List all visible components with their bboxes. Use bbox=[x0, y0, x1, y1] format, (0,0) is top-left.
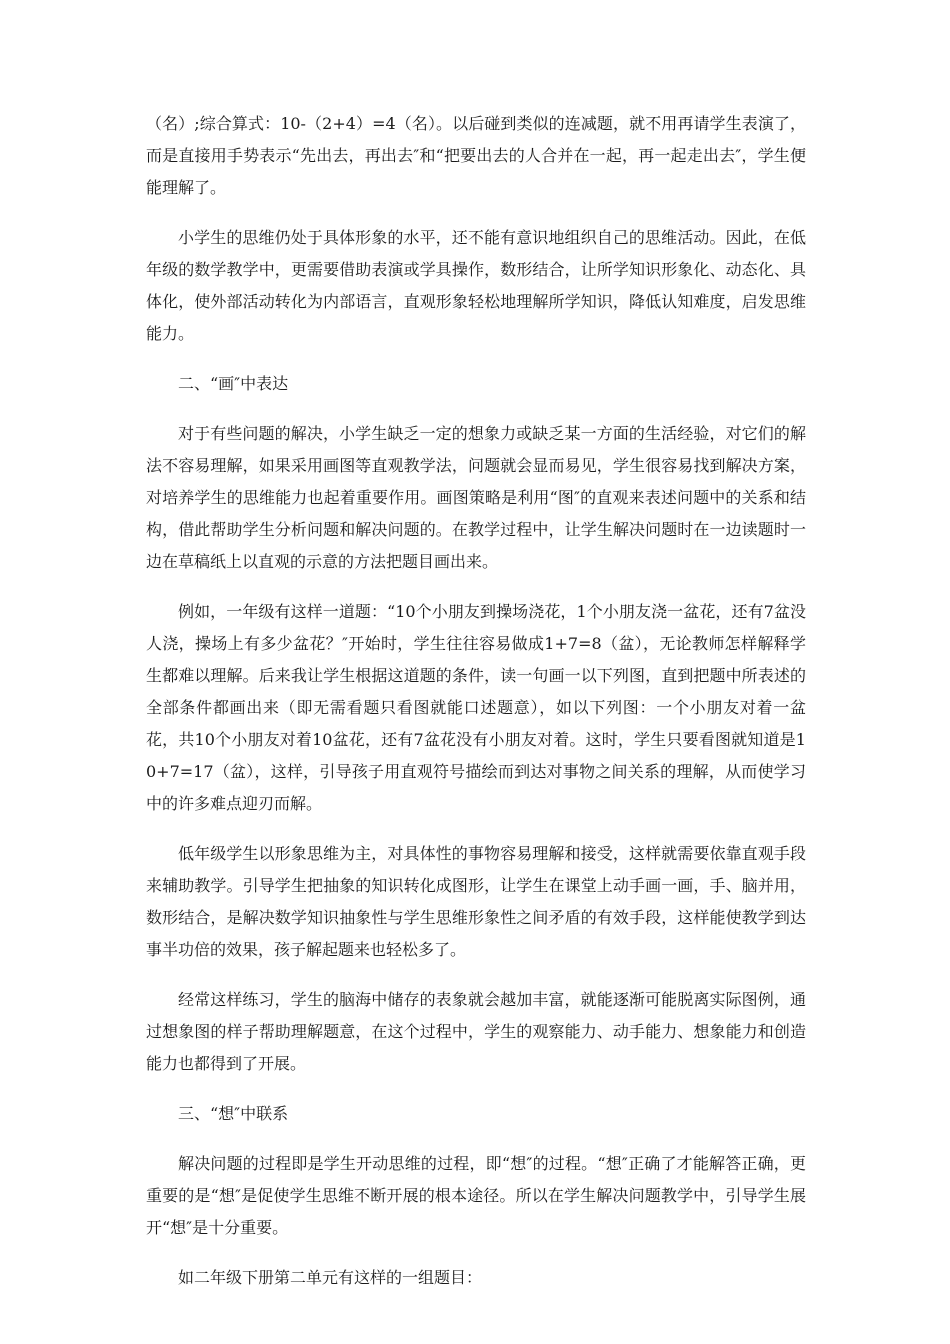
paragraph-example-flowers: 例如，一年级有这样一道题：“10个小朋友到操场浇花，1个小朋友浇一盆花，还有7盆没人浇，操场上有多少盆花？″开始时，学生往往容易做成1+7=8（盆），无论教师怎样解释学生都难以理解。后来我让学生根据这道题的条件，读一句画一以下列图，直到把题中所表述的全部条件都画出来（即无需看题只看图就能口述题意），如以下列图：一个小朋友对着一盆花，共10个小朋友对着10盆花，还有7盆花没有小朋友对着。这时，学生只要看图就知道是10+7=17（盆），这样，引导孩子用直观符号描绘而到达对事物之间关系的理解，从而使学习中的许多难点迎刃而解。 bbox=[146, 602, 806, 813]
document-body bbox=[146, 108, 806, 1312]
paragraph-continuation: （名）;综合算式：10-（2+4）=4（名）。以后碰到类似的连减题，就不用再请学生表演了，而是直接用手势表示“先出去，再出去″和“把要出去的人合并在一起，再一起走出去″，学生便能理解了。 bbox=[146, 114, 806, 197]
section-heading-draw: 二、“画″中表达 bbox=[178, 374, 289, 393]
paragraph-grade-two-example: 如二年级下册第二单元有这样的一组题目： bbox=[178, 1268, 483, 1287]
paragraph-problem-solving: 解决问题的过程即是学生开动思维的过程，即“想″的过程。“想″正确了才能解答正确，更重要的是“想″是促使学生思维不断开展的根本途径。所以在学生解决问题教学中，引导学生展开“想″是十分重要。 bbox=[146, 1154, 806, 1237]
paragraph-visual-teaching: 低年级学生以形象思维为主，对具体性的事物容易理解和接受，这样就需要依靠直观手段来辅助教学。引导学生把抽象的知识转化成图形，让学生在课堂上动手画一画，手、脑并用，数形结合，是解决数学知识抽象性与学生思维形象性之间矛盾的有效手段，这样能使教学到达事半功倍的效果，孩子解起题来也轻松多了。 bbox=[146, 844, 806, 959]
section-heading-think: 三、“想″中联系 bbox=[178, 1104, 289, 1123]
paragraph-thinking-level: 小学生的思维仍处于具体形象的水平，还不能有意识地组织自己的思维活动。因此，在低年级的数学教学中，更需要借助表演或学具操作，数形结合，让所学知识形象化、动态化、具体化，使外部活动转化为内部语言，直观形象轻松地理解所学知识，降低认知难度，启发思维能力。 bbox=[146, 228, 806, 343]
paragraph-drawing-strategy: 对于有些问题的解决，小学生缺乏一定的想象力或缺乏某一方面的生活经验，对它们的解法不容易理解，如果采用画图等直观教学法，问题就会显而易见，学生很容易找到解决方案，对培养学生的思维能力也起着重要作用。画图策略是利用“图″的直观来表述问题中的关系和结构，借此帮助学生分析问题和解决问题的。在教学过程中，让学生解决问题时在一边读题时一边在草稿纸上以直观的示意的方法把题目画出来。 bbox=[146, 424, 806, 571]
paragraph-practice: 经常这样练习，学生的脑海中储存的表象就会越加丰富，就能逐渐可能脱离实际图例，通过想象图的样子帮助理解题意，在这个过程中，学生的观察能力、动手能力、想象能力和创造能力也都得到了开展。 bbox=[146, 990, 806, 1073]
